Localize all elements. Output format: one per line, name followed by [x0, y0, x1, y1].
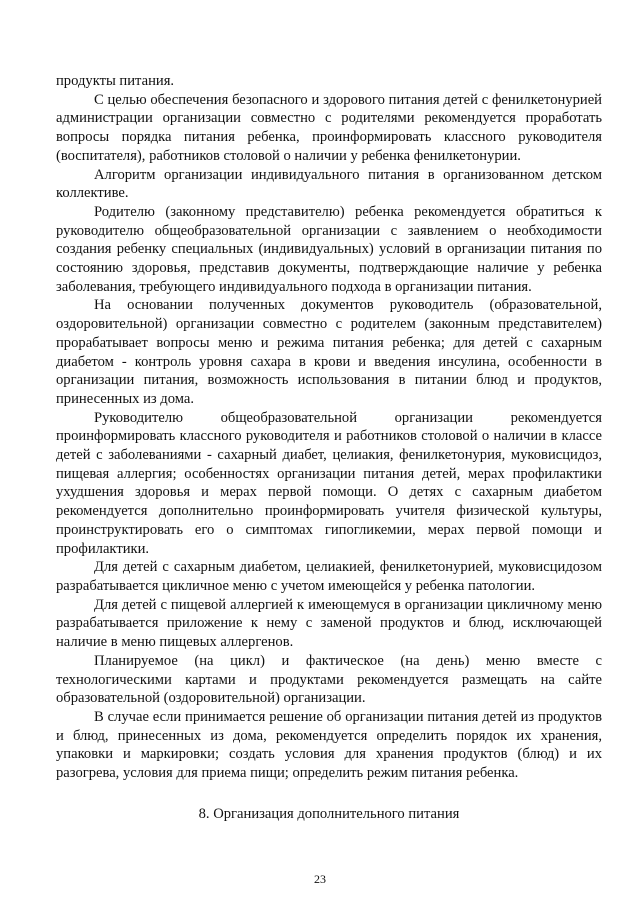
paragraph-phenylketonuria-safety: С целью обеспечения безопасного и здорового питания детей с фенилкетонурией администрации организации совместно с родителями рекомендуется проработать вопросы порядка питания ребенка, проинформировать классного руководителя (воспитателя), работников столовой о наличии у ребенка фенилкетонурии. — [56, 91, 602, 164]
paragraph-parent-application: Родителю (законному представителю) ребенка рекомендуется обратиться к руководителю общеобразовательной организации с заявлением о необходимости создания ребенку специальных (индивидуальных) условий в организации питания по состоянию здоровья, представив документы, подтверждающие наличие у ребенка заболевания, требующего индивидуального подхода в организации питания. — [56, 203, 602, 295]
paragraph-food-from-home: В случае если принимается решение об организации питания детей из продуктов и блюд, принесенных из дома, рекомендуется определить порядок их хранения, упаковки и маркировки; создать условия для хранения продуктов (блюд) и их разогрева, условия для приема пищи; определить режим питания ребенка. — [56, 708, 602, 782]
paragraph-menu-regime: На основании полученных документов руководитель (образовательной, оздоровительной) организации совместно с родителем (законным представителем) прорабатывает вопросы меню и режима питания ребенка; для детей с сахарным диабетом - контроль уровня сахара в крови и введения инсулина, особенности в организации питания, возможность использования в питании блюд и продуктов, принесенных из дома. — [56, 297, 602, 407]
section-heading: 8. Организация дополнительного питания — [198, 805, 460, 822]
paragraph-algorithm-title: Алгоритм организации индивидуального питания в организованном детском коллективе. — [56, 166, 602, 202]
paragraph-menu-publication: Планируемое (на цикл) и фактическое (на день) меню вместе с технологическими картами и продуктами рекомендуется размещать на сайте образовательной (оздоровительной) организации. — [56, 652, 602, 707]
paragraph-allergy-menu: Для детей с пищевой аллергией к имеющемуся в организации цикличному меню разрабатывается приложение к нему с заменой продуктов и блюд, исключающей наличие в меню пищевых аллергенов. — [56, 596, 602, 651]
paragraph-inform-staff: Руководителю общеобразовательной организации рекомендуется проинформировать классного руководителя и работников столовой о наличии в классе детей с заболеваниями - сахарный диабет, целиакия, фенилкетонурия, муковисцидоз, пищевая аллергия; особенностях организации питания детей, мерах профилактики ухудшения здоровья и мерах первой помощи. О детях с сахарным диабетом рекомендуется дополнительно проинформировать учителя физической культуры, проинструктировать его о симптомах гипогликемии, мерах первой помощи и профилактики. — [56, 409, 602, 557]
paragraph-cyclic-menu: Для детей с сахарным диабетом, целиакией, фенилкетонурией, муковисцидозом разрабатывается цикличное меню с учетом имеющейся у ребенка патологии. — [56, 559, 602, 594]
document-page — [56, 72, 602, 823]
page-number: 23 — [314, 872, 326, 886]
paragraph-continuation: продукты питания. — [56, 73, 175, 89]
